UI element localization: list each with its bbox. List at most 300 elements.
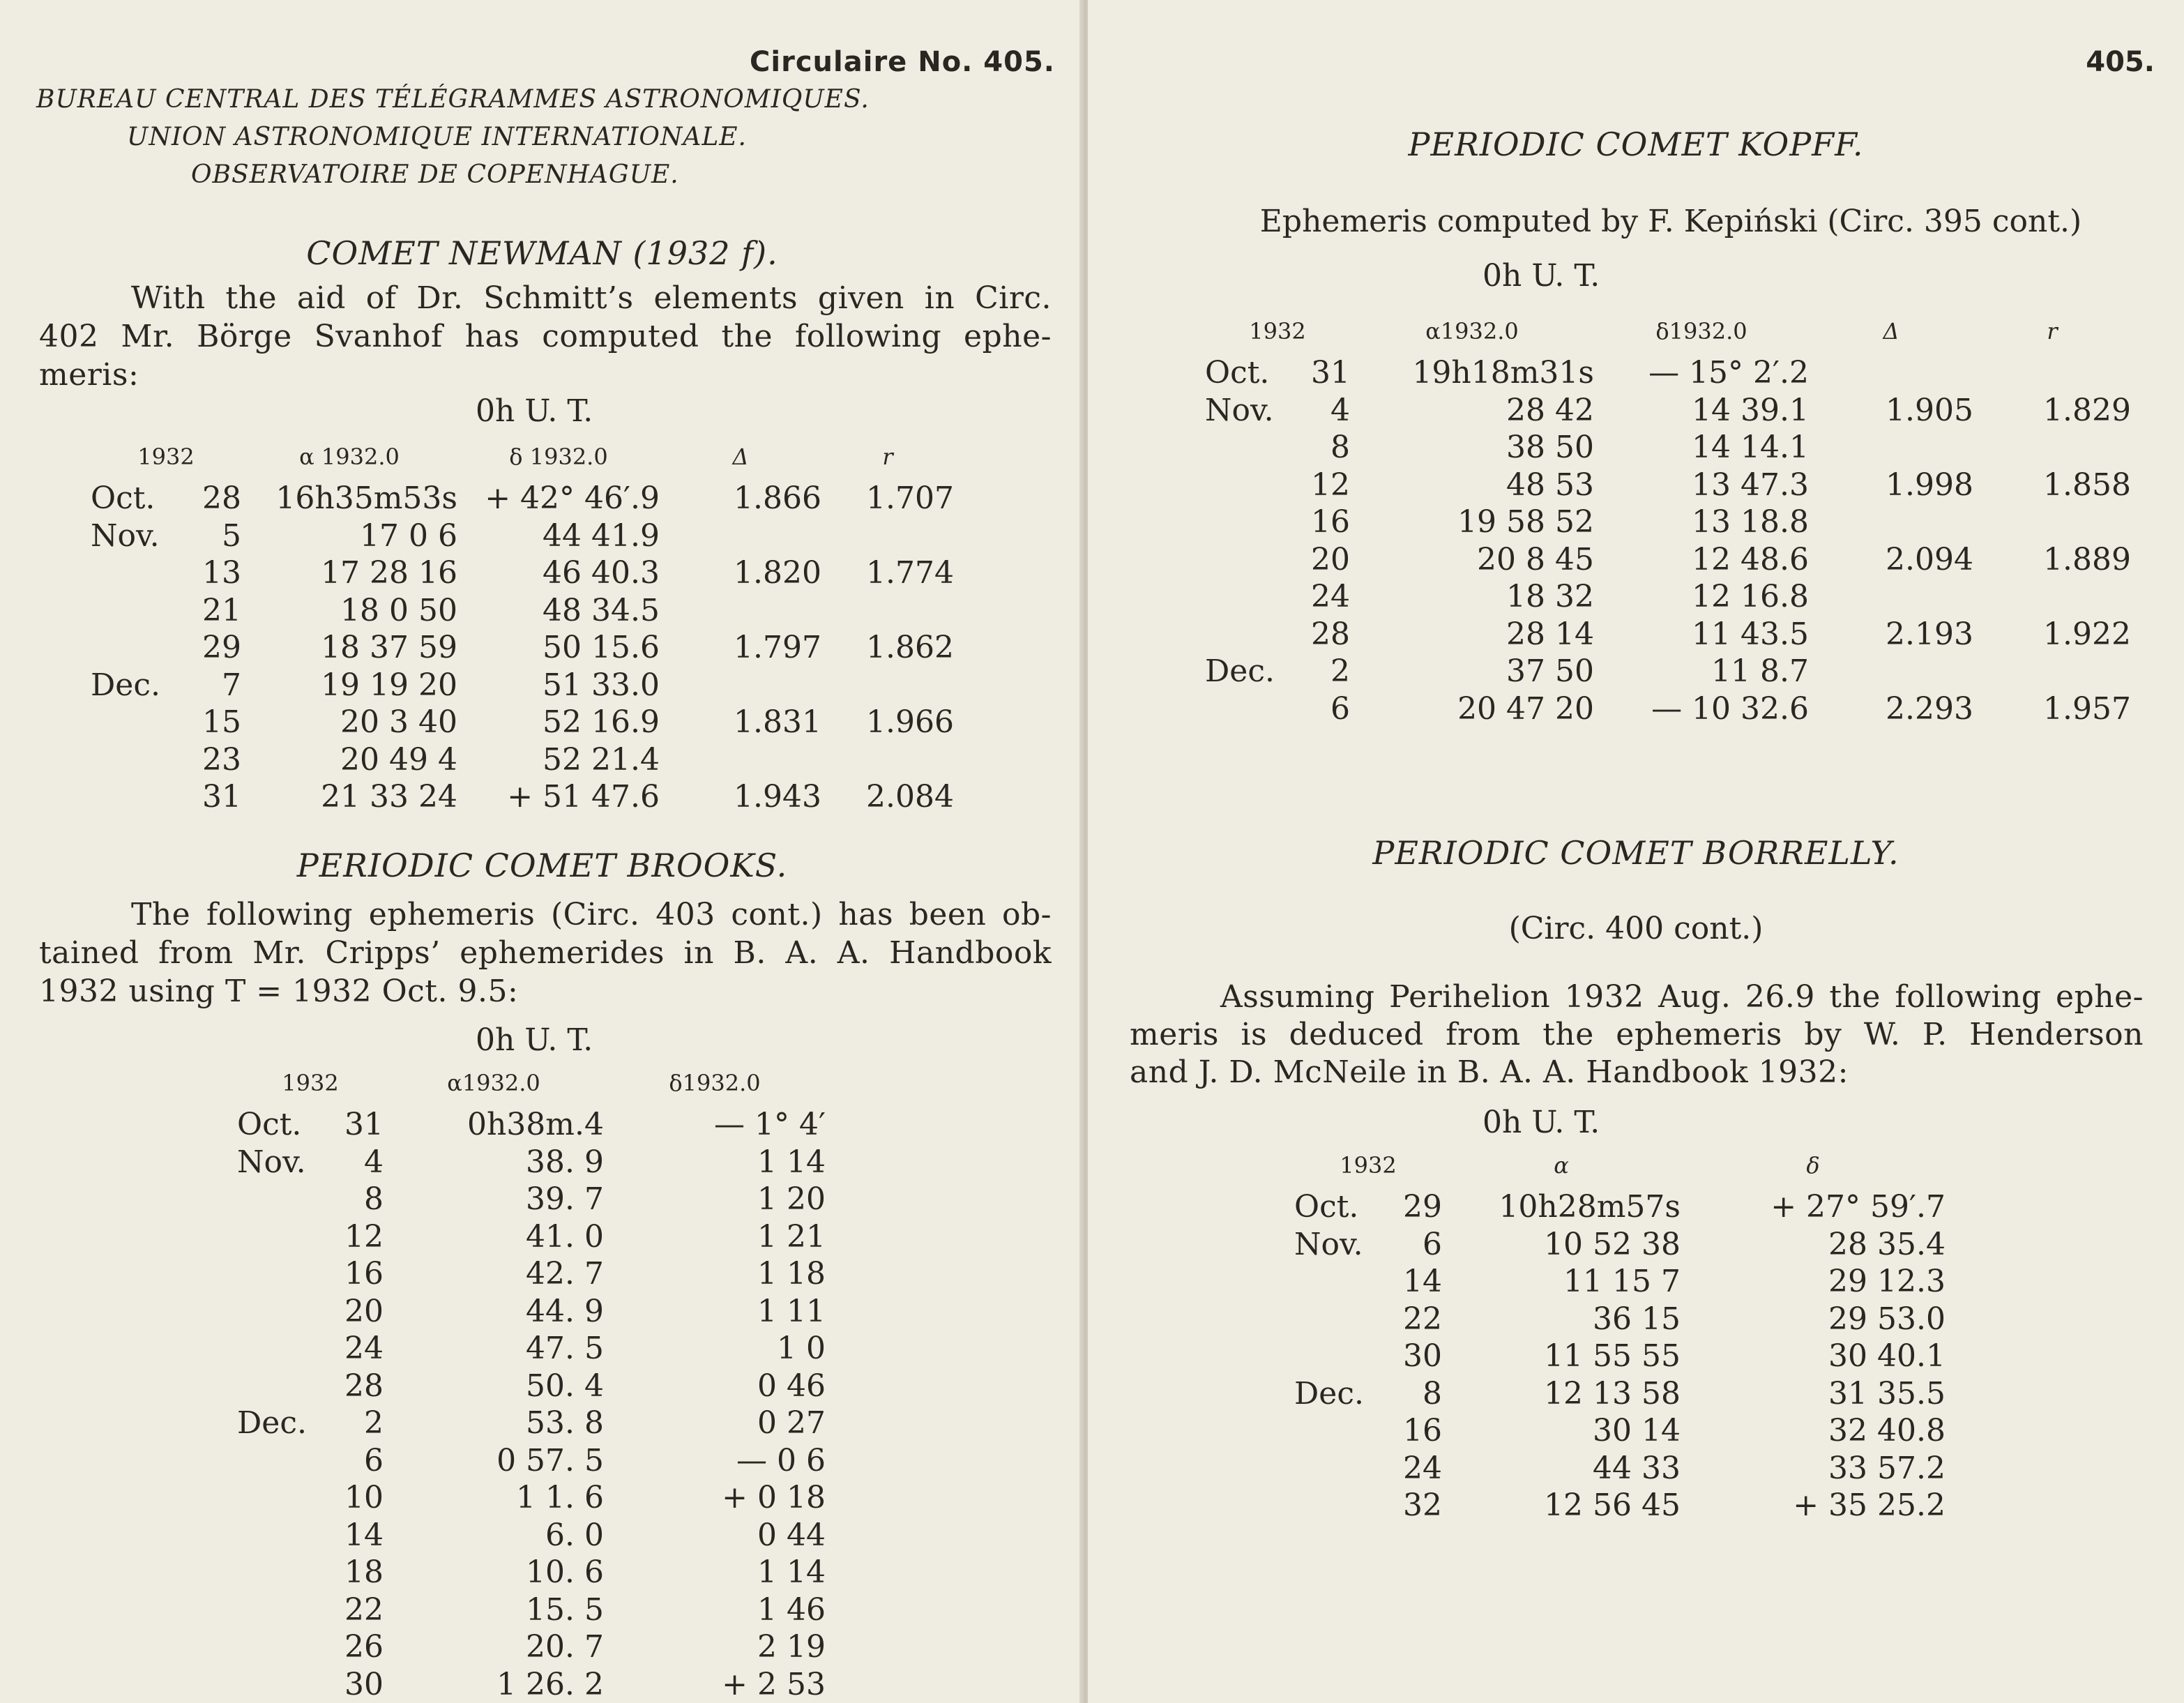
newman-cell [821, 667, 954, 704]
newman-header-1: α 1932.0 [299, 444, 400, 470]
brooks-row [237, 1255, 826, 1293]
newman-row [91, 629, 954, 667]
brooks-cell [237, 1554, 314, 1591]
newman-cell [821, 592, 954, 630]
kopff-cell [1809, 653, 1973, 690]
kopff-cell: 1.957 [2043, 690, 2131, 727]
brooks-cell: 39. 7 [526, 1181, 604, 1218]
brooks-row [237, 1144, 826, 1181]
borrelly-cell: 30 40.1 [1828, 1338, 1946, 1375]
kopff-ut-label: 0h U. T. [1482, 258, 1600, 294]
borrelly-cell: 44 33 [1593, 1450, 1681, 1486]
newman-cell [821, 741, 954, 779]
borrelly-row [1294, 1338, 1946, 1375]
kopff-cell: 37 50 [1506, 653, 1594, 690]
borrelly-cell: 29 53.0 [1828, 1301, 1946, 1337]
newman-cell: 1.866 [734, 480, 821, 517]
kopff-cell: 6 [1330, 690, 1350, 727]
brooks-cell: 24 [344, 1331, 384, 1367]
newman-cell: 1.831 [734, 704, 821, 741]
brooks-cell: 0 44 [757, 1517, 826, 1553]
newman-header-0: 1932 [137, 444, 195, 470]
borrelly-cell: Nov. [1294, 1226, 1363, 1262]
kopff-cell: 2.193 [1886, 616, 1973, 652]
left-page [0, 0, 1084, 1703]
borrelly-cell: 12 13 58 [1544, 1375, 1681, 1411]
brooks-cell: 1 20 [757, 1181, 826, 1218]
newman-cell: 31 [202, 779, 241, 815]
brooks-para-line-1: The following ephemeris (Circ. 403 cont.) has been ob- [131, 897, 1052, 932]
kopff-cell [1809, 354, 1973, 392]
borrelly-cell: 16 [1403, 1413, 1442, 1449]
newman-cell: 7 [222, 667, 241, 703]
brooks-cell: 14 [344, 1517, 384, 1553]
kopff-cell: 48 53 [1506, 467, 1594, 503]
borrelly-row [1294, 1450, 1946, 1488]
kopff-cell: — 10 32.6 [1651, 690, 1809, 727]
brooks-row [237, 1442, 826, 1480]
kopff-cell: Oct. [1205, 355, 1270, 391]
kopff-cell [1205, 616, 1280, 653]
newman-cell: 1.707 [866, 480, 954, 517]
kopff-cell: 24 [1311, 579, 1350, 615]
borrelly-cell [1294, 1263, 1372, 1301]
borrelly-para-line-2: meris is deduced from the ephemeris by W. P. Henderson [1130, 1017, 2144, 1052]
borrelly-cell: 8 [1423, 1375, 1442, 1411]
kopff-title: PERIODIC COMET KOPFF. [1408, 126, 1864, 163]
brooks-cell [237, 1591, 314, 1629]
kopff-cell: 20 8 45 [1477, 541, 1594, 577]
newman-cell: 23 [202, 741, 241, 778]
circular-number: Circulaire No. 405. [750, 46, 1055, 78]
brooks-cell: — 0 6 [736, 1442, 826, 1478]
brooks-cell: 50. 4 [526, 1368, 604, 1404]
brooks-row [237, 1330, 826, 1368]
newman-cell: 51 33.0 [543, 667, 660, 703]
brooks-cell [237, 1218, 314, 1256]
newman-cell [660, 592, 821, 630]
newman-para-line-3: meris: [39, 357, 139, 393]
borrelly-row [1294, 1375, 1946, 1413]
kopff-header-0: 1932 [1249, 318, 1306, 345]
newman-cell: 13 [202, 555, 241, 591]
newman-cell: 28 [202, 480, 241, 517]
newman-cell: 21 [202, 592, 241, 628]
borrelly-subtitle: (Circ. 400 cont.) [1508, 911, 1764, 946]
kopff-row [1205, 467, 2131, 504]
brooks-row [237, 1591, 826, 1629]
newman-cell: 18 37 59 [321, 630, 457, 666]
brooks-cell: 1 14 [757, 1144, 826, 1180]
kopff-cell: 16 [1311, 504, 1350, 540]
brooks-cell: 30 [344, 1666, 384, 1702]
borrelly-cell [1294, 1412, 1372, 1450]
bureau-line-3: OBSERVATOIRE DE COPENHAGUE. [191, 160, 679, 189]
newman-cell: 1.820 [734, 555, 821, 591]
newman-cell: 20 49 4 [340, 741, 457, 778]
kopff-cell: 1.889 [2043, 541, 2131, 577]
brooks-cell [237, 1442, 314, 1480]
brooks-cell: 1 11 [757, 1293, 826, 1329]
newman-cell: 44 41.9 [543, 517, 660, 554]
borrelly-cell: 11 55 55 [1544, 1338, 1681, 1375]
kopff-row [1205, 653, 2131, 690]
brooks-row [237, 1554, 826, 1591]
borrelly-ephemeris-table [1294, 1142, 1946, 1524]
borrelly-row [1294, 1301, 1946, 1338]
kopff-cell: — 15° 2′.2 [1648, 355, 1809, 391]
newman-cell: + 42° 46′.9 [485, 480, 660, 517]
kopff-cell [1205, 541, 1280, 579]
brooks-row [237, 1666, 826, 1703]
borrelly-cell: 29 12.3 [1828, 1264, 1946, 1300]
brooks-row [237, 1181, 826, 1218]
borrelly-cell: 24 [1403, 1450, 1442, 1486]
brooks-ut-label: 0h U. T. [476, 1022, 593, 1058]
kopff-cell: 2.293 [1886, 690, 1973, 727]
kopff-cell: 11 8.7 [1711, 653, 1809, 690]
brooks-cell: 38. 9 [526, 1144, 604, 1180]
brooks-cell: 22 [344, 1591, 384, 1628]
newman-cell: 52 16.9 [543, 704, 660, 741]
borrelly-header-2: δ [1806, 1152, 1820, 1179]
borrelly-header-0: 1932 [1340, 1152, 1397, 1179]
brooks-cell: 31 [344, 1107, 384, 1143]
brooks-cell: 8 [364, 1181, 384, 1218]
borrelly-cell: 11 15 7 [1563, 1264, 1681, 1300]
kopff-cell: 31 [1311, 355, 1350, 391]
newman-cell: 1.774 [866, 555, 954, 591]
kopff-cell: 1.829 [2043, 392, 2131, 428]
brooks-cell: 53. 8 [526, 1405, 604, 1441]
brooks-cell: 15. 5 [526, 1591, 604, 1628]
newman-row [91, 667, 954, 704]
kopff-cell [1973, 578, 2131, 616]
borrelly-cell [1294, 1301, 1372, 1338]
brooks-cell: 26 [344, 1629, 384, 1665]
newman-cell [91, 592, 172, 630]
brooks-para-line-3: 1932 using T = 1932 Oct. 9.5: [39, 974, 519, 1009]
borrelly-para-line-1: Assuming Perihelion 1932 Aug. 26.9 the following ephe- [1220, 979, 2144, 1015]
brooks-cell: + 2 53 [722, 1666, 826, 1702]
newman-cell: 17 28 16 [321, 555, 457, 591]
borrelly-cell: 12 56 45 [1544, 1488, 1681, 1524]
brooks-row [237, 1106, 826, 1144]
newman-row [91, 778, 954, 816]
brooks-row [237, 1517, 826, 1554]
kopff-cell: 1.922 [2043, 616, 2131, 652]
kopff-cell [1973, 354, 2131, 392]
newman-cell [660, 741, 821, 779]
newman-header-4: r [882, 444, 893, 470]
borrelly-cell: 28 35.4 [1828, 1226, 1946, 1262]
brooks-cell [237, 1368, 314, 1405]
brooks-cell [237, 1255, 314, 1293]
newman-cell: 46 40.3 [543, 555, 660, 591]
kopff-cell: 1.858 [2043, 467, 2131, 503]
newman-cell: 52 21.4 [543, 741, 660, 778]
brooks-cell: 1 0 [777, 1331, 826, 1367]
kopff-cell: Dec. [1205, 653, 1275, 690]
brooks-row [237, 1479, 826, 1517]
kopff-cell: 13 47.3 [1692, 467, 1809, 503]
kopff-cell: 19h18m31s [1412, 355, 1594, 391]
brooks-row [237, 1293, 826, 1331]
brooks-row [237, 1405, 826, 1442]
borrelly-ut-label: 0h U. T. [1482, 1105, 1600, 1140]
kopff-row [1205, 392, 2131, 430]
newman-cell [660, 517, 821, 555]
brooks-cell: 0 57. 5 [496, 1442, 604, 1478]
borrelly-cell: 32 [1403, 1488, 1442, 1524]
brooks-cell: 1 21 [757, 1218, 826, 1255]
kopff-cell: 8 [1330, 430, 1350, 466]
brooks-header-1: α1932.0 [447, 1070, 540, 1096]
newman-cell [91, 554, 172, 592]
brooks-cell: 12 [344, 1218, 384, 1255]
brooks-cell [237, 1293, 314, 1331]
kopff-cell: 12 [1311, 467, 1350, 503]
brooks-cell: 42. 7 [526, 1256, 604, 1292]
brooks-cell: 16 [344, 1256, 384, 1292]
newman-cell: Nov. [91, 517, 160, 554]
kopff-cell: 20 47 20 [1457, 690, 1594, 727]
newman-cell: 50 15.6 [543, 630, 660, 666]
newman-cell [821, 517, 954, 555]
brooks-cell: 28 [344, 1368, 384, 1404]
brooks-cell: 41. 0 [526, 1218, 604, 1255]
kopff-header-4: r [2047, 318, 2058, 345]
brooks-cell [237, 1517, 314, 1554]
kopff-cell [1809, 504, 1973, 541]
borrelly-cell: 31 35.5 [1828, 1375, 1946, 1411]
newman-cell: 19 19 20 [321, 667, 457, 703]
newman-header-2: δ 1932.0 [509, 444, 608, 470]
newman-cell [660, 667, 821, 704]
brooks-cell: Oct. [237, 1107, 302, 1143]
newman-ephemeris-table [91, 434, 954, 816]
brooks-cell [237, 1479, 314, 1517]
brooks-cell: Dec. [237, 1405, 307, 1441]
newman-cell: + 51 47.6 [507, 779, 660, 815]
brooks-cell: 44. 9 [526, 1293, 604, 1329]
kopff-row [1205, 578, 2131, 616]
brooks-cell [237, 1628, 314, 1666]
newman-cell [91, 741, 172, 779]
kopff-row [1205, 616, 2131, 653]
kopff-row [1205, 541, 2131, 579]
kopff-cell: 38 50 [1506, 430, 1594, 466]
kopff-cell [1205, 504, 1280, 541]
newman-row [91, 704, 954, 741]
newman-header-3: Δ [732, 444, 749, 470]
kopff-cell: 28 [1311, 616, 1350, 652]
kopff-row [1205, 504, 2131, 541]
kopff-cell: 2.094 [1886, 541, 1973, 577]
borrelly-cell [1294, 1487, 1372, 1524]
brooks-row [237, 1368, 826, 1405]
brooks-header-2: δ1932.0 [669, 1070, 761, 1096]
newman-cell: Oct. [91, 480, 156, 517]
newman-cell: 15 [202, 704, 241, 741]
brooks-cell: 20. 7 [526, 1629, 604, 1665]
brooks-cell: Nov. [237, 1144, 306, 1180]
brooks-cell: 6 [364, 1442, 384, 1478]
brooks-header-0: 1932 [282, 1070, 339, 1096]
kopff-cell: 4 [1330, 392, 1350, 428]
borrelly-header-1: α [1554, 1152, 1569, 1179]
borrelly-row [1294, 1412, 1946, 1450]
brooks-title: PERIODIC COMET BROOKS. [296, 847, 788, 884]
kopff-row [1205, 354, 2131, 392]
kopff-cell: 11 43.5 [1692, 616, 1809, 652]
borrelly-cell: 10h28m57s [1499, 1189, 1681, 1225]
borrelly-cell: 30 [1403, 1338, 1442, 1375]
brooks-cell: 47. 5 [526, 1331, 604, 1367]
brooks-cell: 18 [344, 1554, 384, 1591]
newman-ut-label: 0h U. T. [476, 393, 593, 429]
newman-row [91, 592, 954, 630]
borrelly-para-line-3: and J. D. McNeile in B. A. A. Handbook 1932: [1130, 1054, 1849, 1090]
kopff-cell [1205, 467, 1280, 504]
brooks-cell: 1 14 [757, 1554, 826, 1591]
right-page [1088, 0, 2184, 1703]
borrelly-title: PERIODIC COMET BORRELLY. [1372, 834, 1899, 872]
kopff-subtitle: Ephemeris computed by F. Kepiński (Circ. 395 cont.) [1259, 204, 2082, 239]
kopff-ephemeris-table [1205, 308, 2131, 727]
brooks-cell: 10. 6 [526, 1554, 604, 1591]
kopff-cell: 28 42 [1506, 392, 1594, 428]
brooks-cell: 6. 0 [545, 1517, 604, 1553]
brooks-row [237, 1628, 826, 1666]
newman-cell [91, 629, 172, 667]
kopff-cell: 14 14.1 [1692, 430, 1809, 466]
kopff-cell [1809, 578, 1973, 616]
kopff-cell [1205, 429, 1280, 467]
newman-row [91, 554, 954, 592]
brooks-cell: 20 [344, 1293, 384, 1329]
newman-cell: 20 3 40 [340, 704, 457, 741]
kopff-cell: 14 39.1 [1692, 392, 1809, 428]
newman-cell: 5 [222, 517, 241, 554]
kopff-header-1: α1932.0 [1425, 318, 1519, 345]
borrelly-cell: + 35 25.2 [1793, 1488, 1946, 1524]
borrelly-row [1294, 1487, 1946, 1524]
borrelly-cell: 29 [1403, 1189, 1442, 1225]
newman-title: COMET NEWMAN (1932 f). [306, 234, 778, 272]
brooks-row [237, 1218, 826, 1256]
newman-cell: Dec. [91, 667, 160, 703]
newman-cell: 16h35m53s [275, 480, 457, 517]
bureau-line-1: BUREAU CENTRAL DES TÉLÉGRAMMES ASTRONOMIQUES. [36, 85, 870, 114]
borrelly-cell: 32 40.8 [1828, 1413, 1946, 1449]
kopff-cell [1205, 690, 1280, 728]
kopff-cell [1973, 653, 2131, 690]
kopff-cell: 12 48.6 [1692, 541, 1809, 577]
newman-row [91, 480, 954, 517]
kopff-cell: 13 18.8 [1692, 504, 1809, 540]
newman-cell: 29 [202, 630, 241, 666]
kopff-row [1205, 429, 2131, 467]
borrelly-cell: Dec. [1294, 1375, 1364, 1411]
borrelly-cell: 30 14 [1593, 1413, 1681, 1449]
borrelly-cell: 36 15 [1593, 1301, 1681, 1337]
borrelly-row [1294, 1226, 1946, 1264]
borrelly-cell: 6 [1423, 1226, 1442, 1262]
brooks-cell: 0 27 [757, 1405, 826, 1441]
kopff-cell [1809, 429, 1973, 467]
newman-cell: 1.862 [866, 630, 954, 666]
brooks-cell: 10 [344, 1480, 384, 1516]
brooks-cell: 1 26. 2 [496, 1666, 604, 1702]
kopff-cell: 19 58 52 [1457, 504, 1594, 540]
newman-cell [91, 778, 172, 816]
kopff-cell: 12 16.8 [1692, 579, 1809, 615]
borrelly-row [1294, 1188, 1946, 1226]
brooks-cell: 1 46 [757, 1591, 826, 1628]
kopff-header-3: Δ [1883, 318, 1899, 345]
newman-cell: 1.797 [734, 630, 821, 666]
brooks-para-line-2: tained from Mr. Cripps’ ephemerides in B. A. A. Handbook [39, 935, 1052, 971]
borrelly-cell: 14 [1403, 1264, 1442, 1300]
kopff-header-2: δ1932.0 [1655, 318, 1747, 345]
brooks-cell: 4 [364, 1144, 384, 1180]
newman-cell: 21 33 24 [321, 779, 457, 815]
borrelly-row [1294, 1263, 1946, 1301]
newman-cell: 1.966 [866, 704, 954, 741]
newman-cell: 1.943 [734, 779, 821, 815]
brooks-cell: 2 19 [757, 1629, 826, 1665]
brooks-cell [237, 1181, 314, 1218]
kopff-cell: 28 14 [1506, 616, 1594, 652]
newman-para-line-2: 402 Mr. Börge Svanhof has computed the following ephe- [39, 319, 1052, 354]
borrelly-cell: 33 57.2 [1828, 1450, 1946, 1486]
newman-para-line-1: With the aid of Dr. Schmitt’s elements given in Circ. [131, 280, 1052, 316]
kopff-cell [1973, 429, 2131, 467]
newman-row [91, 517, 954, 555]
bureau-line-2: UNION ASTRONOMIQUE INTERNATIONALE. [127, 123, 747, 151]
brooks-cell: 0 46 [757, 1368, 826, 1404]
borrelly-cell: Oct. [1294, 1189, 1359, 1225]
newman-cell [91, 704, 172, 741]
kopff-cell [1205, 578, 1280, 616]
kopff-row [1205, 690, 2131, 728]
kopff-cell: 1.998 [1886, 467, 1973, 503]
brooks-cell: + 0 18 [722, 1480, 826, 1516]
brooks-cell: — 1° 4′ [714, 1107, 826, 1143]
borrelly-cell: + 27° 59′.7 [1770, 1189, 1946, 1225]
kopff-cell: 20 [1311, 541, 1350, 577]
brooks-cell [237, 1666, 314, 1703]
newman-cell: 2.084 [866, 779, 954, 815]
brooks-cell [237, 1330, 314, 1368]
kopff-cell: 18 32 [1506, 579, 1594, 615]
newman-row [91, 741, 954, 779]
brooks-cell: 0h38m.4 [467, 1107, 604, 1143]
brooks-cell: 1 1. 6 [516, 1480, 604, 1516]
borrelly-cell: 10 52 38 [1544, 1226, 1681, 1262]
newman-cell: 17 0 6 [360, 517, 457, 554]
kopff-cell [1973, 504, 2131, 541]
borrelly-cell [1294, 1450, 1372, 1488]
kopff-cell: 2 [1330, 653, 1350, 690]
brooks-cell: 1 18 [757, 1256, 826, 1292]
newman-cell: 18 0 50 [340, 592, 457, 628]
newman-cell: 48 34.5 [543, 592, 660, 628]
borrelly-cell [1294, 1338, 1372, 1375]
kopff-cell: 1.905 [1886, 392, 1973, 428]
kopff-cell: Nov. [1205, 392, 1274, 428]
